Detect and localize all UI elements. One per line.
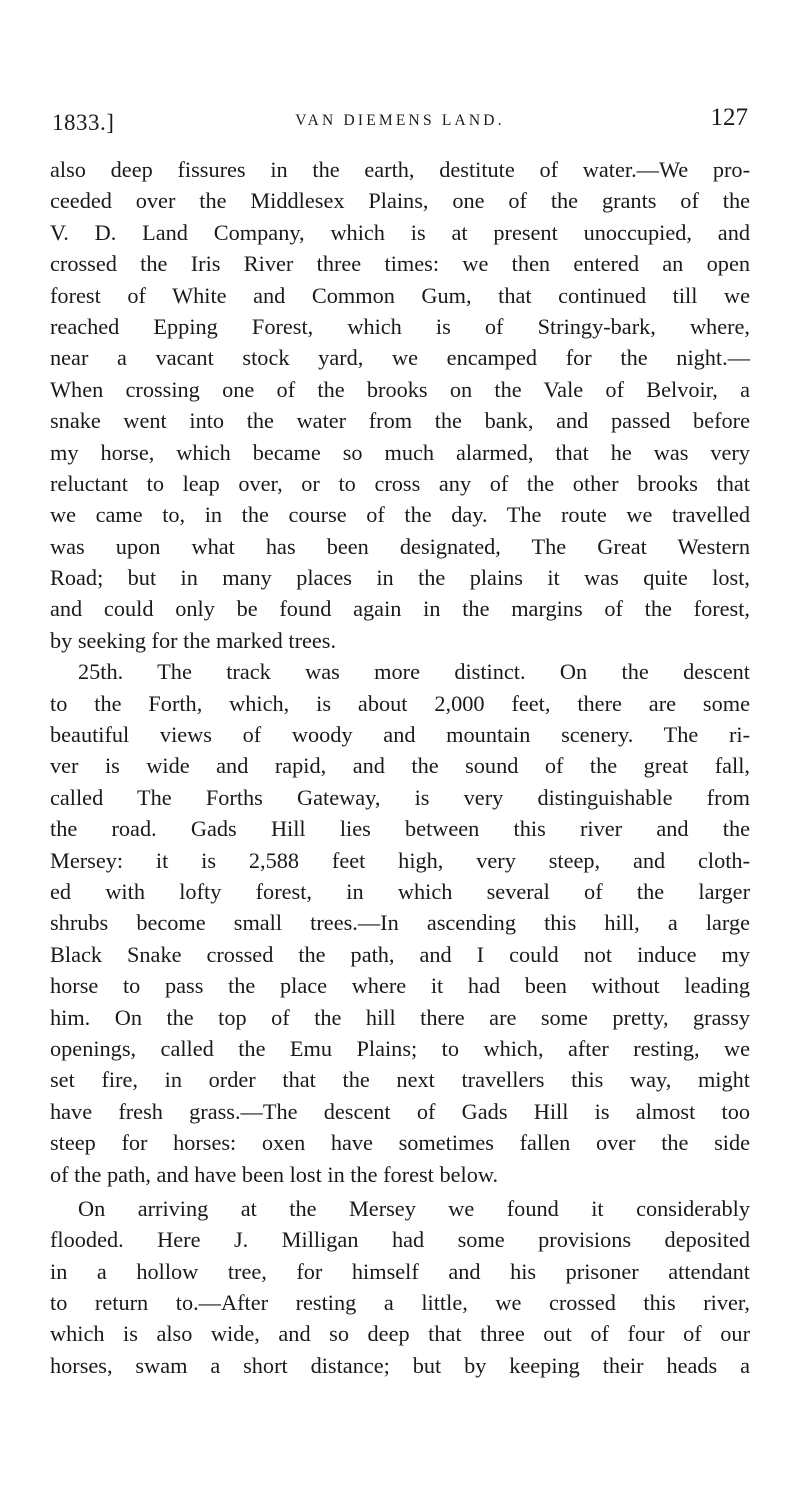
text-line: to return to.—After resting a little, we crossed this river,	[50, 1290, 750, 1316]
text-line: crossed the Iris River three times: we then entered an open	[50, 251, 750, 277]
text-line: When crossing one of the brooks on the Vale of Belvoir, a	[50, 376, 750, 402]
text-line: horses, swam a short distance; but by keeping their heads a	[50, 1352, 750, 1378]
text-line: reached Epping Forest, which is of Stringy-bark, where,	[50, 313, 750, 339]
text-line: On arriving at the Mersey we found it considerably	[78, 1195, 750, 1221]
text-line: Road; but in many places in the plains it was quite lost,	[50, 565, 750, 591]
text-line: have fresh grass.—The descent of Gads Hill is almost too	[50, 1098, 750, 1124]
text-line: was upon what has been designated, The Great Western	[50, 533, 750, 559]
text-line: ver is wide and rapid, and the sound of the great fall,	[50, 753, 750, 779]
header-title: VAN DIEMENS LAND.	[295, 112, 505, 129]
page-number: 127	[710, 104, 748, 131]
text-line: him. On the top of the hill there are some pretty, grassy	[50, 1004, 750, 1030]
text-line: the road. Gads Hill lies between this river and the	[50, 816, 750, 842]
text-line: Black Snake crossed the path, and I could not induce my	[50, 941, 750, 967]
text-line: in a hollow tree, for himself and his prisoner attendant	[50, 1258, 750, 1284]
text-line: which is also wide, and so deep that three out of four of our	[50, 1321, 750, 1347]
text-line: ceeded over the Middlesex Plains, one of the grants of the	[50, 188, 750, 214]
text-line: forest of White and Common Gum, that continued till we	[50, 282, 750, 308]
text-line: flooded. Here J. Milligan had some provisions deposited	[50, 1227, 750, 1253]
text-line: to the Forth, which, is about 2,000 feet, there are some	[50, 690, 750, 716]
text-line: my horse, which became so much alarmed, that he was very	[50, 439, 750, 465]
text-line: openings, called the Emu Plains; to which, after resting, we	[50, 1035, 750, 1061]
header-year: 1833.]	[52, 110, 115, 135]
text-line: and could only be found again in the margins of the forest,	[50, 596, 750, 622]
text-line: shrubs become small trees.—In ascending this hill, a large	[50, 910, 750, 936]
text-line: we came to, in the course of the day. The route we travelled	[50, 502, 750, 528]
text-line: by seeking for the marked trees.	[50, 627, 337, 653]
book-page	[50, 96, 750, 1381]
running-head	[50, 96, 750, 136]
text-line: steep for horses: oxen have sometimes fallen over the side	[50, 1130, 750, 1156]
text-line: called The Forths Gateway, is very distinguishable from	[50, 784, 750, 810]
text-line: ed with lofty forest, in which several of the larger	[50, 878, 750, 904]
body-text	[50, 154, 750, 1381]
text-line: beautiful views of woody and mountain scenery. The ri-	[50, 722, 750, 748]
text-line: V. D. Land Company, which is at present unoccupied, and	[50, 219, 750, 245]
text-line: snake went into the water from the bank, and passed before	[50, 408, 750, 434]
text-line: of the path, and have been lost in the forest below.	[50, 1161, 499, 1187]
text-line: horse to pass the place where it had been without leading	[50, 973, 750, 999]
text-line: near a vacant stock yard, we encamped for the night.—	[50, 345, 750, 371]
text-line: Mersey: it is 2,588 feet high, very steep, and cloth-	[50, 847, 750, 873]
text-line: set fire, in order that the next travellers this way, might	[50, 1067, 750, 1093]
text-line: 25th. The track was more distinct. On the descent	[78, 659, 750, 685]
text-line: also deep fissures in the earth, destitute of water.—We pro-	[50, 157, 750, 182]
text-line: reluctant to leap over, or to cross any of the other brooks that	[50, 470, 750, 496]
